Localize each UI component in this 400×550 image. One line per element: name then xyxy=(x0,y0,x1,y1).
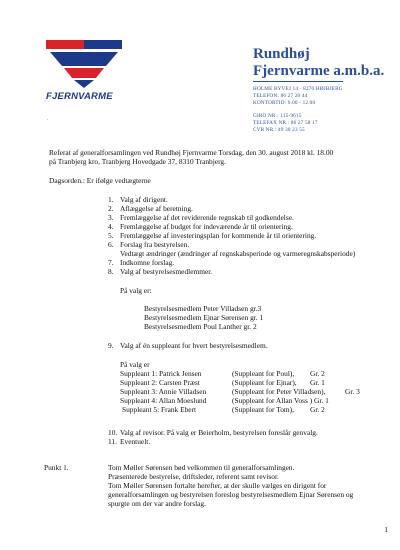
supplement-for: (Suppleant for Tom), xyxy=(232,405,294,414)
agenda-item: 11. Eventuelt. xyxy=(108,437,151,446)
company-name: Rundhøj xyxy=(253,46,310,62)
agenda-title: Dagsorden.: Er ifølge vedtægterne xyxy=(49,176,151,185)
company-name-line2: Fjernvarme a.m.b.a. xyxy=(253,63,385,79)
supplement-heading: På valg er xyxy=(120,360,150,369)
agenda-item: 1. Valg af dirigent. xyxy=(108,195,168,204)
supplement-for: (Suppleant for Allan Voss ) Gr. 1 xyxy=(232,396,329,405)
supplement-name: Suppleant 2: Carsten Præst xyxy=(120,378,200,387)
punkt-line: generalforsamlingen og bestyrelsen foreslog bestyrelsesmedlem Ejnar Sørensen og xyxy=(108,490,354,499)
punkt-line: Tom Møller Sørensen fortalte herefter, at der skulle vælges en dirigent for xyxy=(108,481,327,490)
supplement-group: Gr. 2 xyxy=(310,369,325,378)
document-page: FJERNVARME . Rundhøj Fjernvarme a.m.b.a. HOLME BYVEJ 14 · 8270 HØJBJERG TELEFON: 86 27 20 44 KONTORTID: 9.00 - 12.00 GIRO NR.: 115-9615 TELEFAX NR.: 86 27 58 17 CVR NR.: 49 30 23 55 Referat af generalforsamlingen ved Rundhøj Fjernvarme Torsdag, den 30. august 2018 kl. 18.00 på Tranbjerg kro, Tranbjerg Hovedgade 37, 8310 Tranbjerg. Dagsorden.: Er ifølge vedtægterne 1. Valg af dirigent. 2. Aflæggelse af beretning. 3. Fremlæggelse af det reviderende regnskab til godkendelse. 4. Fremlæggelse af budget for indeværende år til orientering. 5. Fremlæggelse af investeringsplan for kommende år til orientering. 6. Forslag fra bestyrelsen. Vedtægt ændringer (ændringer af regnskabsperiode og varmeregnskabsperiode) 7. Indkomne forslag. 8. Valg af bestyrelsesmedlemmer. På valg er: Bestyrelsesmedlem Peter Villadsen gr.3 Bestyrelsesmedlem Ejnar Sørensen gr. 1 Bestyrelsesmedlem Poul Lanther gr. 2 9. Valg af én suppleant for hvert bestyrelsesmedlem. På valg er Suppleant 1: Patrick Jensen (Suppleant for Poul), Gr. 2 Suppleant 2: Carsten Præst (Suppleant for Ejnar), Gr. 1 Suppleant 3: Annie Villadsen (Suppleant for Peter Villadsen), Gr. 3 Suppleant 4: Allan Moeslund (Suppleant for Allan Voss ) Gr. 1 Suppleant 5: Frank Ebert (Suppleant for Tom), Gr. 2 10. Valg af revisor. På valg er Beierholm, bestyrelsen foreslår genvalg. 11. Eventuelt. Punkt 1. Tom Møller Sørensen bød velkommen til generalforsamlingen. Præsenterede bestyrelse, driftsleder, referent samt revisor. Tom Møller Sørensen fortalte herefter, at der skulle vælges en dirigent for generalforsamlingen og bestyrelsen foreslog bestyrelsesmedlem Ejnar Sørensen og spurgte om der var andre forslag. 1 xyxy=(0,0,400,550)
company-fax: TELEFAX NR.: 86 27 58 17 xyxy=(253,120,318,126)
board-member: Bestyrelsesmedlem Ejnar Sørensen gr. 1 xyxy=(144,313,264,322)
supplement-group: Gr. 3 xyxy=(345,387,360,396)
company-cvr: CVR NR.: 49 30 23 55 xyxy=(253,127,305,133)
agenda-item: 5. Fremlæggelse af investeringsplan for kommende år til orientering. xyxy=(108,231,317,240)
supplement-name: Suppleant 1: Patrick Jensen xyxy=(120,369,202,378)
board-member: Bestyrelsesmedlem Poul Lanther gr. 2 xyxy=(144,322,257,331)
agenda-item: 10. Valg af revisor. På valg er Beierholm, bestyrelsen foreslår genvalg. xyxy=(108,428,318,437)
punkt-line: Tom Møller Sørensen bød velkommen til generalforsamlingen. xyxy=(108,463,295,472)
supplement-name: Suppleant 4: Allan Moeslund xyxy=(120,396,207,405)
page-number: 1 xyxy=(384,525,388,534)
intro-line-2: på Tranbjerg kro, Tranbjerg Hovedgade 37, 8310 Tranbjerg. xyxy=(49,157,226,166)
supplement-for: (Suppleant for Poul), xyxy=(232,369,295,378)
punkt-line: spurgte om der var andre forslag. xyxy=(108,499,206,508)
logo-wordmark: FJERNVARME xyxy=(46,91,113,102)
agenda-item: 4. Fremlæggelse af budget for indeværende år til orientering. xyxy=(108,222,293,231)
agenda-item: Vedtægt ændringer (ændringer af regnskabsperiode og varmeregnskabsperiode) xyxy=(120,249,356,258)
agenda-item: 3. Fremlæggelse af det reviderende regnskab til godkendelse. xyxy=(108,213,294,222)
supplement-group: Gr. 2 xyxy=(310,405,325,414)
supplement-for: (Suppleant for Ejnar), xyxy=(232,378,297,387)
company-office-hours: KONTORTID: 9.00 - 12.00 xyxy=(253,100,316,106)
board-member: Bestyrelsesmedlem Peter Villadsen gr.3 xyxy=(144,304,262,313)
supplement-name: Suppleant 5: Frank Ebert xyxy=(122,405,197,414)
board-heading: På valg er: xyxy=(120,286,152,295)
company-suffix: a.m.b.a. xyxy=(333,63,385,79)
supplement-group: Gr. 1 xyxy=(310,378,325,387)
agenda-item: 2. Aflæggelse af beretning. xyxy=(108,204,193,213)
supplement-for: (Suppleant for Peter Villadsen), xyxy=(232,387,326,396)
intro-line-1: Referat af generalforsamlingen ved Rundhøj Fjernvarme Torsdag, den 30. august 2018 kl. 18.00 xyxy=(49,148,334,157)
company-phone: TELEFON: 86 27 20 44 xyxy=(253,93,308,99)
agenda-item: 6. Forslag fra bestyrelsen. xyxy=(108,240,190,249)
punkt-line: Præsenterede bestyrelse, driftsleder, referent samt revisor. xyxy=(108,472,279,481)
agenda-item: 9. Valg af én suppleant for hvert bestyrelsesmedlem. xyxy=(108,341,268,350)
agenda-item: 7. Indkomne forslag. xyxy=(108,258,175,267)
company-address: HOLME BYVEJ 14 · 8270 HØJBJERG xyxy=(253,86,343,92)
company-giro: GIRO NR.: 115-9615 xyxy=(253,113,302,119)
header-rule xyxy=(253,81,343,82)
punkt-label: Punkt 1. xyxy=(44,463,69,472)
agenda-item: 8. Valg af bestyrelsesmedlemmer. xyxy=(108,267,213,276)
supplement-name: Suppleant 3: Annie Villadsen xyxy=(120,387,207,396)
